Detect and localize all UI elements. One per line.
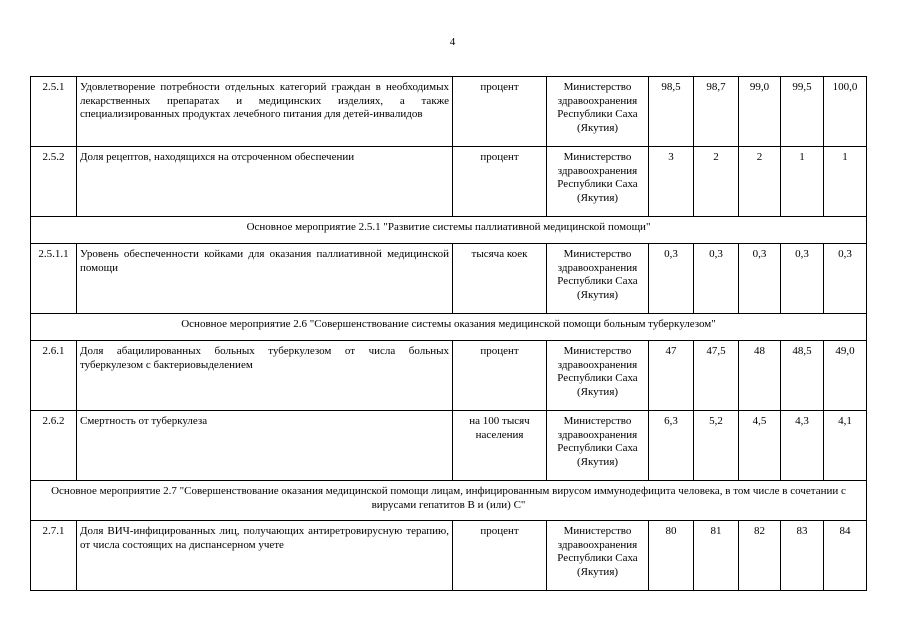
value-cell: 0,3	[649, 244, 694, 314]
unit-of-measure: процент	[453, 341, 547, 411]
value-cell: 4,5	[739, 411, 781, 481]
unit-of-measure: тысяча коек	[453, 244, 547, 314]
value-cell: 100,0	[824, 77, 867, 147]
responsible-organization: Министерство здравоохранения Республики Саха (Якутия)	[547, 147, 649, 217]
unit-of-measure: процент	[453, 521, 547, 591]
value-cell: 48,5	[781, 341, 824, 411]
section-title: Основное мероприятие 2.6 "Совершенствование системы оказания медицинской помощи больным туберкулезом"	[31, 314, 867, 341]
row-number: 2.6.2	[31, 411, 77, 481]
value-cell: 98,5	[649, 77, 694, 147]
table-row	[31, 147, 867, 217]
responsible-organization: Министерство здравоохранения Республики Саха (Якутия)	[547, 77, 649, 147]
value-cell: 98,7	[694, 77, 739, 147]
value-cell: 3	[649, 147, 694, 217]
section-row	[31, 481, 867, 521]
indicator-name: Доля ВИЧ-инфицированных лиц, получающих антиретровирусную терапию, от числа состоящих на диспансерном учете	[77, 521, 453, 591]
indicator-name: Доля абацилированных больных туберкулезом от числа больных туберкулезом с бактериовыделением	[77, 341, 453, 411]
section-title: Основное мероприятие 2.7 "Совершенствование оказания медицинской помощи лицам, инфицированным вирусом иммунодефицита человека, в том числе в сочетании с вирусами гепатитов B и (или) C"	[31, 481, 867, 521]
table-row	[31, 77, 867, 147]
table-row	[31, 244, 867, 314]
row-number: 2.5.1	[31, 77, 77, 147]
unit-of-measure: на 100 тысяч населения	[453, 411, 547, 481]
table-body	[31, 77, 867, 591]
indicator-name: Уровень обеспеченности койками для оказания паллиативной медицинской помощи	[77, 244, 453, 314]
value-cell: 1	[824, 147, 867, 217]
value-cell: 81	[694, 521, 739, 591]
row-number: 2.6.1	[31, 341, 77, 411]
row-number: 2.5.1.1	[31, 244, 77, 314]
value-cell: 0,3	[694, 244, 739, 314]
value-cell: 2	[739, 147, 781, 217]
table-row	[31, 341, 867, 411]
value-cell: 99,0	[739, 77, 781, 147]
table-row	[31, 411, 867, 481]
row-number: 2.7.1	[31, 521, 77, 591]
responsible-organization: Министерство здравоохранения Республики Саха (Якутия)	[547, 521, 649, 591]
table-row	[31, 521, 867, 591]
value-cell: 48	[739, 341, 781, 411]
unit-of-measure: процент	[453, 147, 547, 217]
value-cell: 83	[781, 521, 824, 591]
row-number: 2.5.2	[31, 147, 77, 217]
value-cell: 49,0	[824, 341, 867, 411]
unit-of-measure: процент	[453, 77, 547, 147]
value-cell: 5,2	[694, 411, 739, 481]
value-cell: 0,3	[824, 244, 867, 314]
value-cell: 47,5	[694, 341, 739, 411]
indicators-table	[30, 76, 867, 591]
value-cell: 0,3	[739, 244, 781, 314]
section-title: Основное мероприятие 2.5.1 "Развитие системы паллиативной медицинской помощи"	[31, 217, 867, 244]
value-cell: 84	[824, 521, 867, 591]
value-cell: 4,3	[781, 411, 824, 481]
value-cell: 82	[739, 521, 781, 591]
responsible-organization: Министерство здравоохранения Республики Саха (Якутия)	[547, 244, 649, 314]
value-cell: 47	[649, 341, 694, 411]
value-cell: 2	[694, 147, 739, 217]
value-cell: 99,5	[781, 77, 824, 147]
page-number: 4	[449, 36, 456, 48]
value-cell: 80	[649, 521, 694, 591]
indicator-name: Удовлетворение потребности отдельных категорий граждан в необходимых лекарственных препаратах и медицинских изделиях, а также специализированных продуктах лечебного питания для детей-инвалидов	[77, 77, 453, 147]
responsible-organization: Министерство здравоохранения Республики Саха (Якутия)	[547, 411, 649, 481]
value-cell: 6,3	[649, 411, 694, 481]
section-row	[31, 314, 867, 341]
indicator-name: Доля рецептов, находящихся на отсроченном обеспечении	[77, 147, 453, 217]
value-cell: 0,3	[781, 244, 824, 314]
value-cell: 1	[781, 147, 824, 217]
indicator-name: Смертность от туберкулеза	[77, 411, 453, 481]
section-row	[31, 217, 867, 244]
value-cell: 4,1	[824, 411, 867, 481]
responsible-organization: Министерство здравоохранения Республики Саха (Якутия)	[547, 341, 649, 411]
